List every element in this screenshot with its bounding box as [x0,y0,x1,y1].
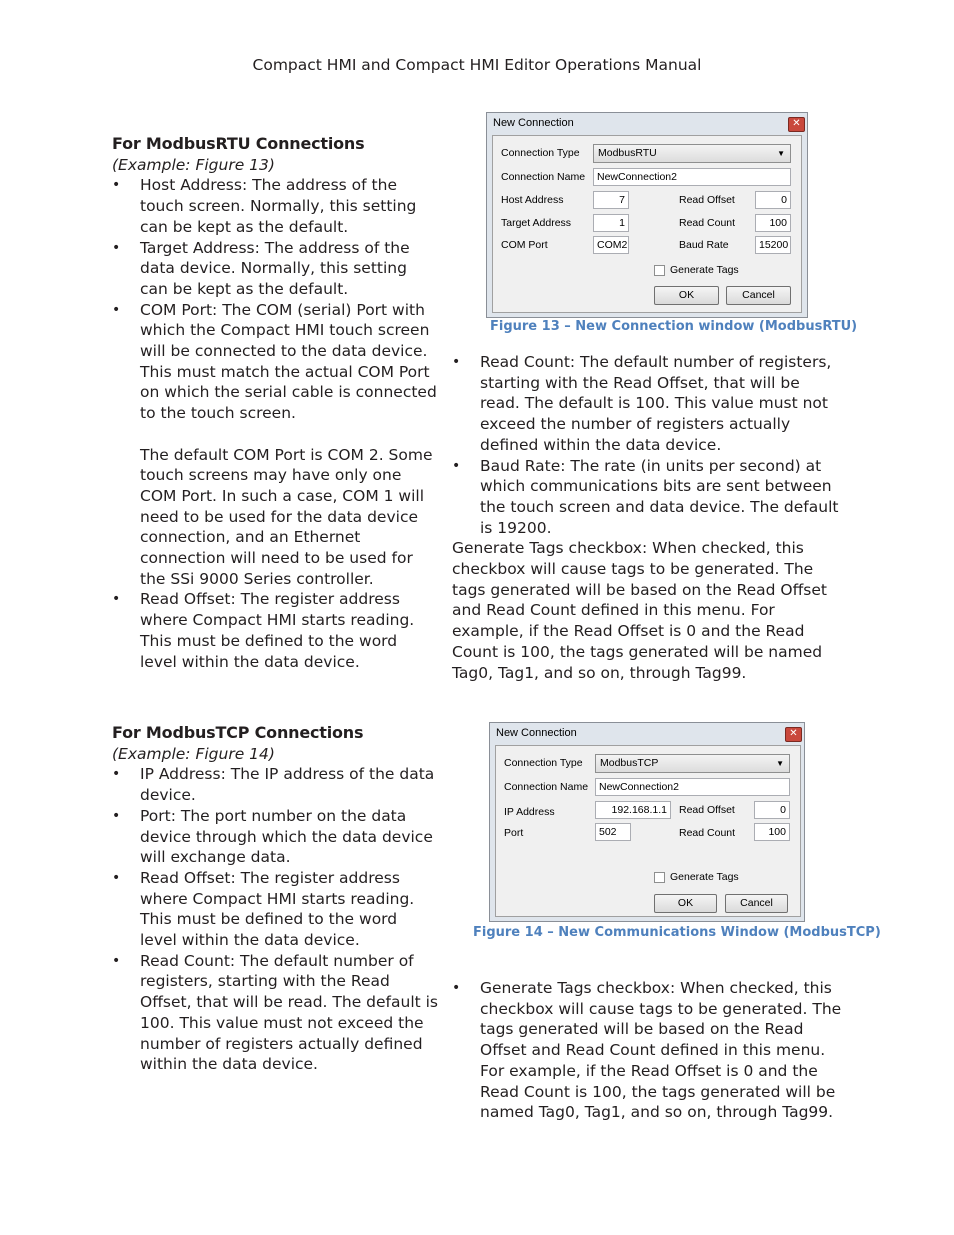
rtu-left-column [112,134,438,672]
generate-tags-checkbox[interactable] [654,872,665,883]
com-port-input[interactable]: COM2 [593,236,629,254]
host-address-input[interactable]: 7 [593,191,629,209]
tcp-right-bullet-list [452,978,844,1123]
connection-type-select[interactable] [595,754,790,773]
connection-name-input[interactable]: NewConnection2 [593,168,791,186]
list-item: • Baud Rate: The rate (in units per second) at which communications bits are sent between the touch screen and data device. The default is 19200. [452,456,844,539]
cancel-button[interactable]: Cancel [725,894,788,913]
list-item: • Generate Tags checkbox: When checked, this checkbox will cause tags to be generated. The tags generated will be based on the Read Offset and Read Count defined in this menu. For example, if the Read Offset is 0 and the Read Count is 100, the tags generated will be named Tag0, Tag1, and so on, through Tag99. [452,978,844,1123]
new-connection-dialog-rtu [486,112,808,318]
tcp-bullet-list [112,764,438,1075]
com-port-note: The default COM Port is COM 2. Some touch screens may have only one COM Port. In such a case, COM 1 will need to be used for the data device connection, and an Ethernet connection will need to be used for the SSi 9000 Series controller. [140,445,433,588]
ok-button[interactable]: OK [654,286,719,305]
rtu-right-column [452,352,844,683]
list-item: • Target Address: The address of the data device. Normally, this setting can be kept as the default. [112,238,438,300]
page-header: Compact HMI and Compact HMI Editor Operations Manual [252,56,702,74]
host-address-label: Host Address [501,194,564,206]
chevron-down-icon: ▼ [777,149,785,158]
tcp-right-column [452,978,844,1123]
rtu-section-subtitle: (Example: Figure 13) [112,155,275,174]
generate-tags-label: Generate Tags [670,264,739,276]
read-offset-input[interactable]: 0 [754,801,790,819]
read-count-input[interactable]: 100 [754,823,790,841]
connection-type-label: Connection Type [501,147,580,159]
com-port-label: COM Port [501,239,548,251]
list-item: • Read Count: The default number of registers, starting with the Read Offset, that will be read. The default is 100. This value must not exceed the number of registers actually defined within the data device. [452,352,844,456]
ip-address-label: IP Address [504,806,555,818]
new-connection-dialog-tcp [489,722,805,922]
port-label: Port [504,827,524,839]
close-icon[interactable]: ✕ [788,117,805,132]
dialog-title: New Connection [496,727,577,739]
connection-name-input[interactable]: NewConnection2 [595,778,790,796]
port-input[interactable]: 502 [595,823,631,841]
list-item: • Read Offset: The register address where Compact HMI starts reading. This must be defined to the word level within the data device. [112,868,438,951]
chevron-down-icon: ▼ [776,759,784,768]
generate-tags-paragraph: Generate Tags checkbox: When checked, this checkbox will cause tags to be generated. The tags generated will be based on the Read Offset and Read Count defined in this menu. For example, if the Read Offset is 0 and the Read Count is 100, the tags generated will be named Tag0, Tag1, and so on, through Tag99. [452,539,827,682]
tcp-section-subtitle: (Example: Figure 14) [112,744,275,763]
read-count-label: Read Count [679,217,736,229]
connection-type-value: ModbusTCP [600,757,659,769]
read-offset-label: Read Offset [679,194,735,206]
target-address-input[interactable]: 1 [593,214,629,232]
connection-type-label: Connection Type [504,757,583,769]
generate-tags-label: Generate Tags [670,871,739,883]
list-item: • IP Address: The IP address of the data device. [112,764,438,805]
connection-type-select[interactable] [593,144,791,163]
list-item: • Read Offset: The register address where Compact HMI starts reading. This must be defined to the word level within the data device. [112,589,438,672]
connection-type-value: ModbusRTU [598,147,657,159]
rtu-right-bullet-list [452,352,844,538]
cancel-button[interactable]: Cancel [726,286,791,305]
rtu-bullet-list [112,175,438,672]
read-offset-label: Read Offset [679,804,735,816]
ip-address-input[interactable]: 192.168.1.1 [595,801,671,819]
baud-rate-label: Baud Rate [679,239,729,251]
list-item [112,300,438,590]
connection-name-label: Connection Name [504,781,589,793]
close-icon[interactable]: ✕ [785,727,802,742]
ok-button[interactable]: OK [654,894,717,913]
tcp-section-title: For ModbusTCP Connections [112,723,364,742]
read-count-input[interactable]: 100 [755,214,791,232]
read-offset-input[interactable]: 0 [755,191,791,209]
connection-name-label: Connection Name [501,171,586,183]
list-item: • Port: The port number on the data device through which the data device will exchange data. [112,806,438,868]
tcp-left-column [112,723,438,1075]
baud-rate-input[interactable]: 15200 [755,236,791,254]
read-count-label: Read Count [679,827,736,839]
figure-13-caption: Figure 13 – New Connection window (ModbusRTU) [490,319,858,334]
generate-tags-checkbox[interactable] [654,265,665,276]
rtu-section-title: For ModbusRTU Connections [112,134,365,153]
figure-14-caption: Figure 14 – New Communications Window (ModbusTCP) [473,925,881,940]
list-item: • Host Address: The address of the touch screen. Normally, this setting can be kept as the default. [112,175,438,237]
target-address-label: Target Address [501,217,572,229]
list-item: • Read Count: The default number of registers, starting with the Read Offset, that will be read. The default is 100. This value must not exceed the number of registers actually defined within the data device. [112,951,438,1075]
dialog-title: New Connection [493,117,574,129]
list-item-text: • COM Port: The COM (serial) Port with which the Compact HMI touch screen will be connected to the data device. This must match the actual COM Port on which the serial cable is connected to the touch screen. [140,300,437,423]
